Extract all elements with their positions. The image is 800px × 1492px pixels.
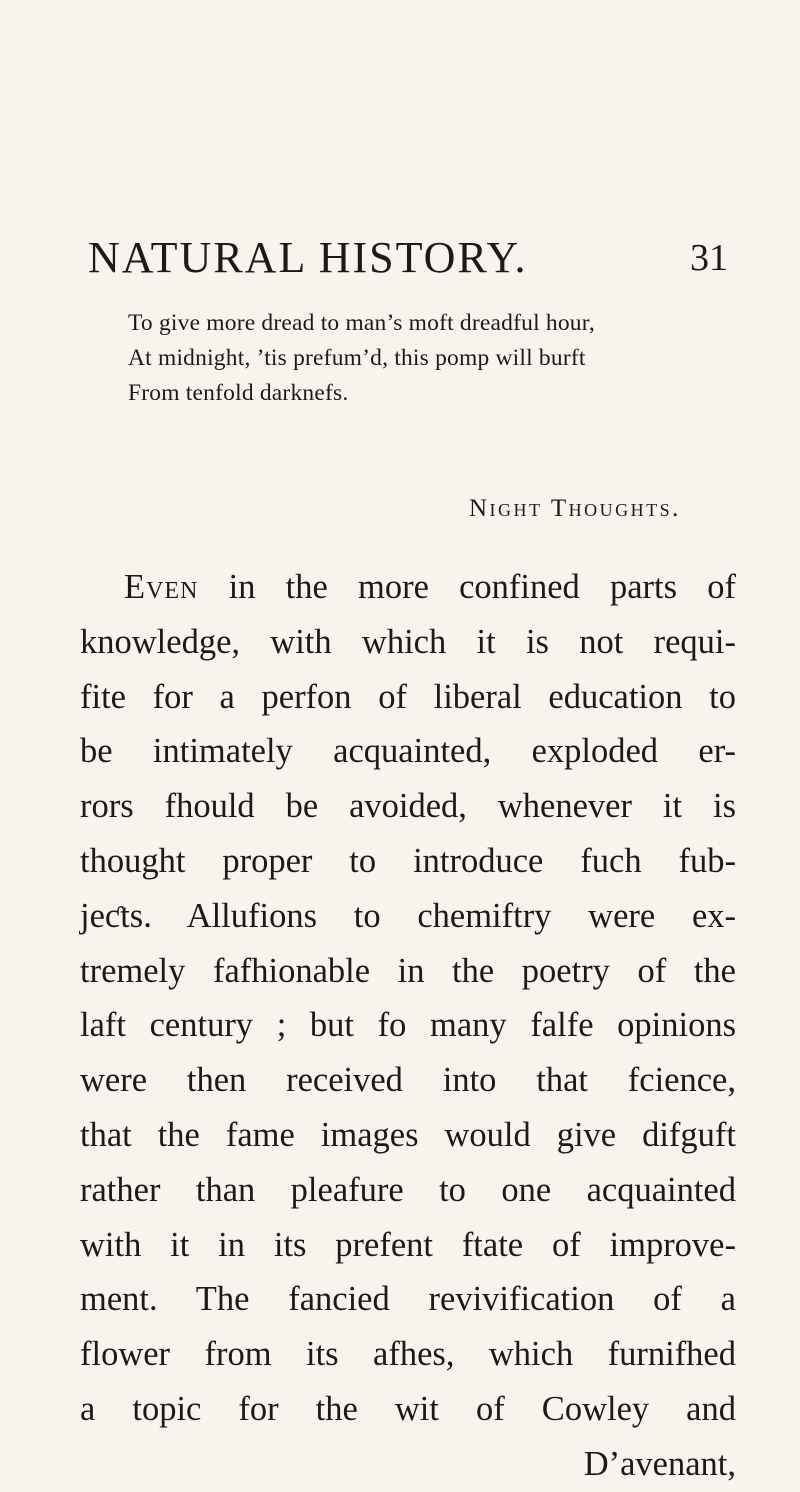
body-line: flower from its afhes, which furnifhed (80, 1335, 736, 1374)
verse-line: To give more dread to man’s moft dreadful hour, (128, 310, 595, 336)
opening-line-text: in the more confined parts of (228, 568, 736, 606)
body-line: a topic for the wit of Cowley and (80, 1389, 736, 1428)
body-paragraph (80, 560, 736, 1492)
epigraph-verse (128, 306, 728, 411)
body-line: knowledge, with which it is not requi- (80, 622, 736, 661)
body-line: that the fame images would give difguft (80, 1115, 736, 1154)
epigraph-attribution: Night Thoughts. (469, 495, 681, 522)
body-line: jeƈts. Allufions to chemiftry were ex- (80, 896, 736, 935)
running-header (88, 232, 728, 283)
body-line: were then received into that fcience, (80, 1061, 736, 1100)
page-number: 31 (690, 237, 728, 279)
body-line: thought proper to introduce fuch fub- (80, 841, 736, 880)
verse-line: From tenfold darknefs. (128, 380, 349, 406)
body-line: rors fhould be avoided, whenever it is (80, 787, 736, 826)
catchword: D’avenant, (583, 1444, 736, 1483)
verse-line: At midnight, ’tis prefum’d, this pomp will burft (128, 345, 586, 371)
opening-word: Even (124, 568, 199, 606)
body-line: with it in its prefent ftate of improve- (80, 1225, 736, 1264)
body-line: ment. The fancied revivification of a (80, 1280, 736, 1319)
body-line: tremely fafhionable in the poetry of the (80, 951, 736, 990)
body-line: rather than pleafure to one acquainted (80, 1170, 736, 1209)
running-title: NATURAL HISTORY. (88, 233, 528, 282)
body-line: be intimately acquainted, exploded er- (80, 732, 736, 771)
body-line: laft century ; but fo many falfe opinions (80, 1006, 736, 1045)
body-line: fite for a perfon of liberal education to (80, 677, 736, 716)
body-line (80, 560, 736, 615)
